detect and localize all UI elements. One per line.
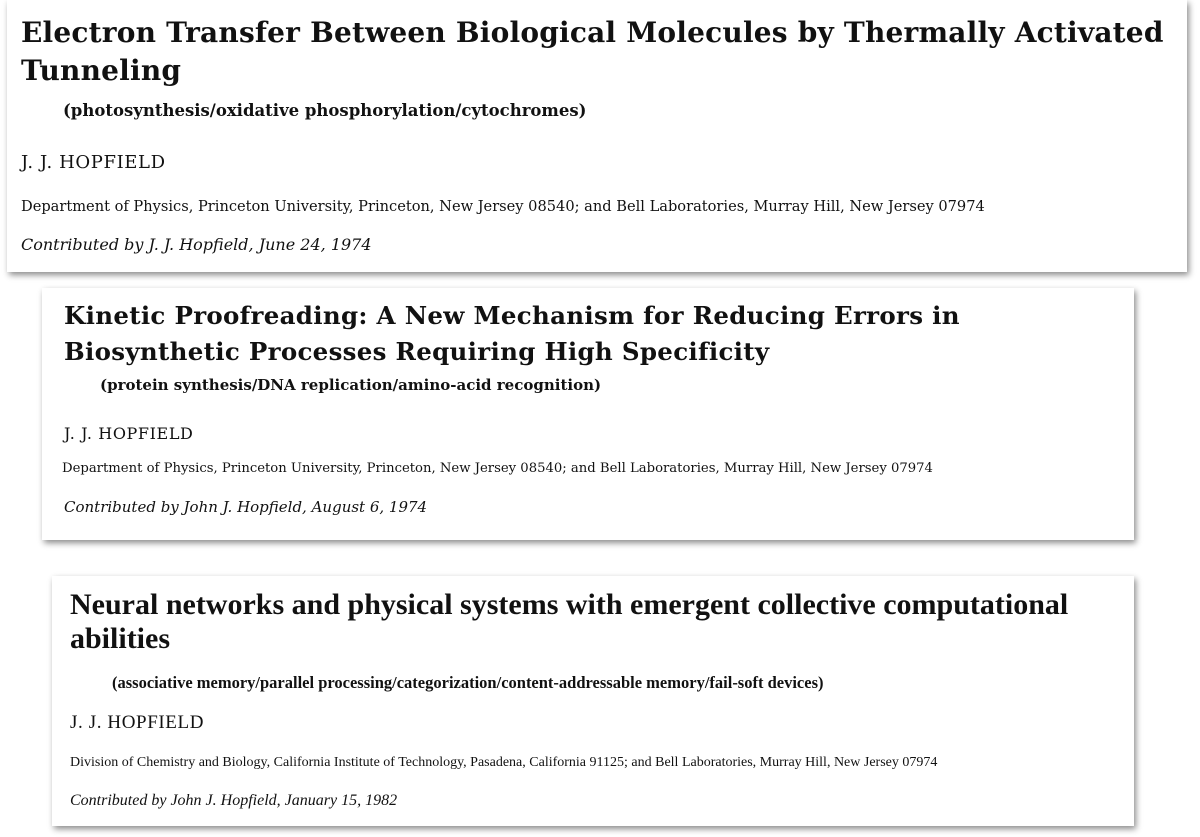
paper-clipping-3 [52,576,1134,826]
paper-clipping-1 [7,0,1187,272]
paper-contributed-line: Contributed by J. J. Hopfield, June 24, 1974 [21,235,372,254]
paper-author: J. J. HOPFIELD [21,152,166,173]
paper-keywords: (photosynthesis/oxidative phosphorylation/cytochromes) [63,101,587,120]
paper-title: Electron Transfer Between Biological Molecules by Thermally Activated Tunneling [21,16,1164,87]
paper-contributed-line: Contributed by John J. Hopfield, January 15, 1982 [70,792,398,809]
paper-affiliation: Department of Physics, Princeton University, Princeton, New Jersey 08540; and Bell Laboratories, Murray Hill, New Jersey 07974 [21,198,985,215]
paper-clipping-2 [42,288,1134,540]
paper-author: J. J. HOPFIELD [70,712,205,733]
paper-contributed-line: Contributed by John J. Hopfield, August 6, 1974 [64,498,428,516]
paper-keywords: (associative memory/parallel processing/categorization/content-addressable memory/fail-soft devices) [112,673,824,692]
paper-title: Neural networks and physical systems with emergent collective computational abilities [70,588,1069,655]
paper-author: J. J. HOPFIELD [64,424,194,443]
paper-affiliation: Department of Physics, Princeton University, Princeton, New Jersey 08540; and Bell Laboratories, Murray Hill, New Jersey 07974 [62,461,933,476]
paper-title: Kinetic Proofreading: A New Mechanism for Reducing Errors in Biosynthetic Processes Requiring High Specificity [64,301,960,366]
paper-keywords: (protein synthesis/DNA replication/amino-acid recognition) [100,376,602,394]
paper-affiliation: Division of Chemistry and Biology, California Institute of Technology, Pasadena, California 91125; and Bell Laboratories, Murray Hill, New Jersey 07974 [70,755,938,770]
